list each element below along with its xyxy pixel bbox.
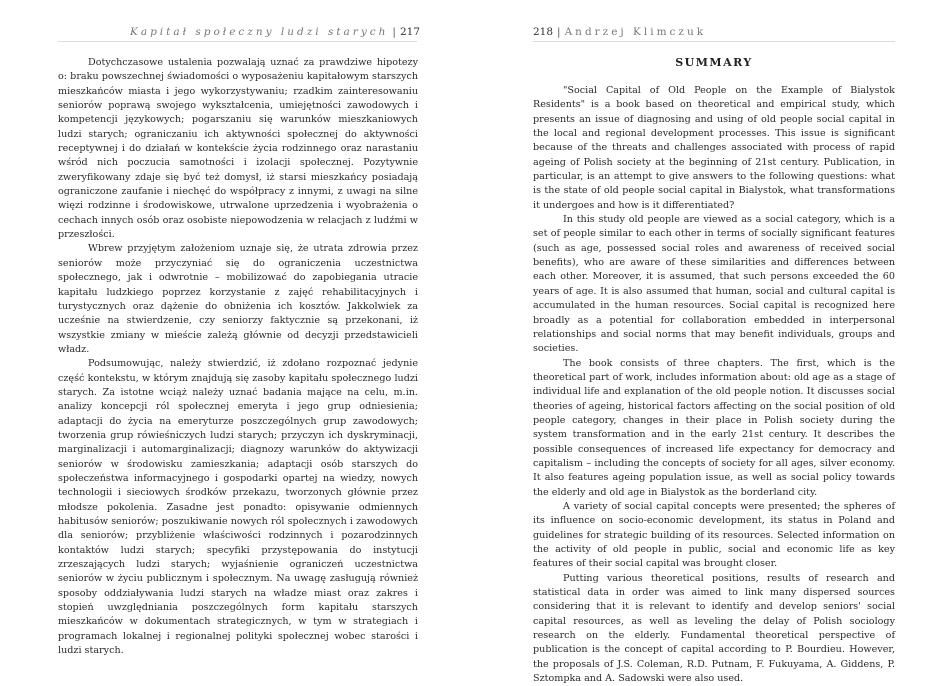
right-paragraph-4: A variety of social capital concepts were presented; the spheres of its influence on socio-economic development, its status in Poland and guidelines for strategic building of its resources. Selected information on the activity of old people in public, social and economic life as key features of their social capital was brought closer. [533, 500, 895, 570]
left-paragraph-2: Wbrew przyjętym założeniom uznaje się, że utrata zdrowia przez seniorów może przyczyniać się do ograniczenia uczestnictwa społecznego, jak i odwrotnie – mobilizować do zapobiegania utracie kapitału ludzkiego poprzez korzystanie z zajęć rehabilitacyjnych i turystycznych oraz dążenie do obniżenia ich kosztów. Jakkolwiek za ucześnie na stwierdzenie, czy seniorzy faktycznie są przekonani, iż wszystkie zmiany w mieście zależą głównie od decyzji przedstawicieli władz. [58, 243, 418, 355]
left-header-rule [58, 41, 417, 42]
right-paragraph-1: "Social Capital of Old People on the Example of Bialystok Residents" is a book based on theoretical and empirical study, which presents an issue of diagnosing and using of old people social capital in the local and regional development processes. This issue is significant because of the threats and challenges associated with process of rapid ageing of Polish society at the beginning of 21st century. Publication, in particular, is an attempt to give answers to the following questions: what is the state of old people social capital in Bialystok, what transformations it undergoes and how is it differentiated? [533, 85, 895, 211]
left-page-number: 217 [399, 26, 420, 38]
right-paragraph-5: Putting various theoretical positions, results of research and statistical data in order was aimed to link many dispersed sources considering that it is relevant to identify and develop seniors' social capital resources, as well as leveling the delay of Polish sociology research on the elderly. Fundamental theoretical perspective of publication is the concept of capital according to P. Bourdieu. However, the proposals of J.S. Coleman, R.D. Putnam, F. Fukuyama, A. Giddens, P. Sztompka and A. Sadowski were also used. [533, 572, 895, 685]
right-body-text [533, 84, 895, 686]
right-page-number: 218 [533, 26, 554, 38]
right-paragraph-2: In this study old people are viewed as a social category, which is a set of people similar to each other in terms of socially significant features (such as age, possessed social roles and awareness of received social benefits), who are aware of these similarities and differences between each other. Moreover, it is assumed, that such persons exceeded the 60 years of age. It is also assumed that human, social and cultural capital is accumulated in the human resources. Social capital is recognized here broadly as a potential for collaboration embedded in interpersonal relationships and social norms that may benefit individuals, groups and societies. [533, 214, 895, 355]
right-page [475, 0, 950, 685]
right-running-header [533, 26, 706, 42]
header-separator: | [557, 26, 561, 38]
right-paragraph-3: The book consists of three chapters. The first, which is the theoretical part of work, includes information about: old age as a stage of individual life and explanation of the old people notion. It discusses social theories of ageing, historical factors affecting on the social position of old people category, changes in their place in Polish society during the system transformation and in the early 21st century. It describes the possible consequences of increased life expectancy for democracy and capitalism – including the concepts of society for all ages, silver economy. It also features ageing population issue, as well as social policy towards the elderly and old age in Bialystok as the borderland city. [533, 357, 895, 498]
left-paragraph-1: Dotychczasowe ustalenia pozwalają uznać za prawdziwe hipotezy o: braku powszechnej świadomości o wyposażeniu kapitałowym starszych mieszkańców miasta i jego wykorzystywaniu; rzadkim zainteresowaniu seniorów poprawą swojego wykształcenia, umiejętności zawodowych i kompetencji językowych; pogarszaniu się warunków mieszkaniowych ludzi starych; ograniczaniu ich aktywności społecznej do aktywności receptywnej i do działań w kontekście życia rodzinnego oraz narastaniu wśród nich poczucia samotności i izolacji społecznej. Pozytywnie zweryfikowany zdaje się być też domysł, iż starsi mieszkańcy posiadają ograniczone zaufanie i niechęć do współpracy z innymi, z uwagi na silne więzi rodzinne i środowiskowe, utrwalone uprzedzenia i wyobrażenia o cechach innych osób oraz osobiste niepowodzenia w relacjach z ludźmi w przeszłości. [58, 57, 418, 241]
header-separator: | [392, 26, 396, 38]
summary-title: SUMMARY [675, 56, 753, 69]
left-running-head: Kapitał społeczny ludzi starych [129, 26, 389, 38]
left-running-header [130, 26, 420, 42]
left-paragraph-3: Podsumowując, należy stwierdzić, iż zdołano rozpoznać jedynie część kontekstu, w którym znajdują się zasoby kapitału społecznego ludzi starych. Za istotne wciąż należy uznać badania mające na celu, m.in. analizy koncepcji ról społecznej emeryta i jego grup odniesienia; adaptacji do życia na emeryturze poszczególnych grup zawodowych; tworzenia grup rówieśniczych ludzi starych; przyczyn ich dyskryminacji, marginalizacji i automarginalizacji; diagnozy warunków do aktywizacji seniorów w środowisku zamieszkania; adaptacji osób starszych do społeczeństwa informacyjnego i gospodarki opartej na wiedzy, nowych technologii i sieciowych środków przekazu, tworzonych głównie przez młodsze pokolenia. Zasadne jest ponadto: opisywanie odmiennych habitusów seniorów; poszukiwanie nowych ról społecznych i zawodowych dla seniorów; przybliżenie właściwości rodzinnych i pozarodzinnych kontaktów ludzi starych; specyfiki przystępowania do instytucji zrzeszających ludzi starych; wyjaśnienie ograniczeń uczestnictwa seniorów w życiu publicznym i społecznym. Na uwagę zasługują również sposoby oddziaływania ludzi starych na władze miast oraz zakres i stopień uwzględniania poszczególnych form kapitału starszych mieszkańców w dokumentach strategicznych, w tym w strategiach i programach lokalnej i regionalnej polityki społecznej wobec starości i ludzi starych. [58, 358, 418, 657]
right-header-rule [533, 41, 895, 42]
left-body-text [58, 56, 418, 658]
left-page [0, 0, 475, 672]
right-running-head: Andrzej Klimczuk [564, 26, 707, 38]
